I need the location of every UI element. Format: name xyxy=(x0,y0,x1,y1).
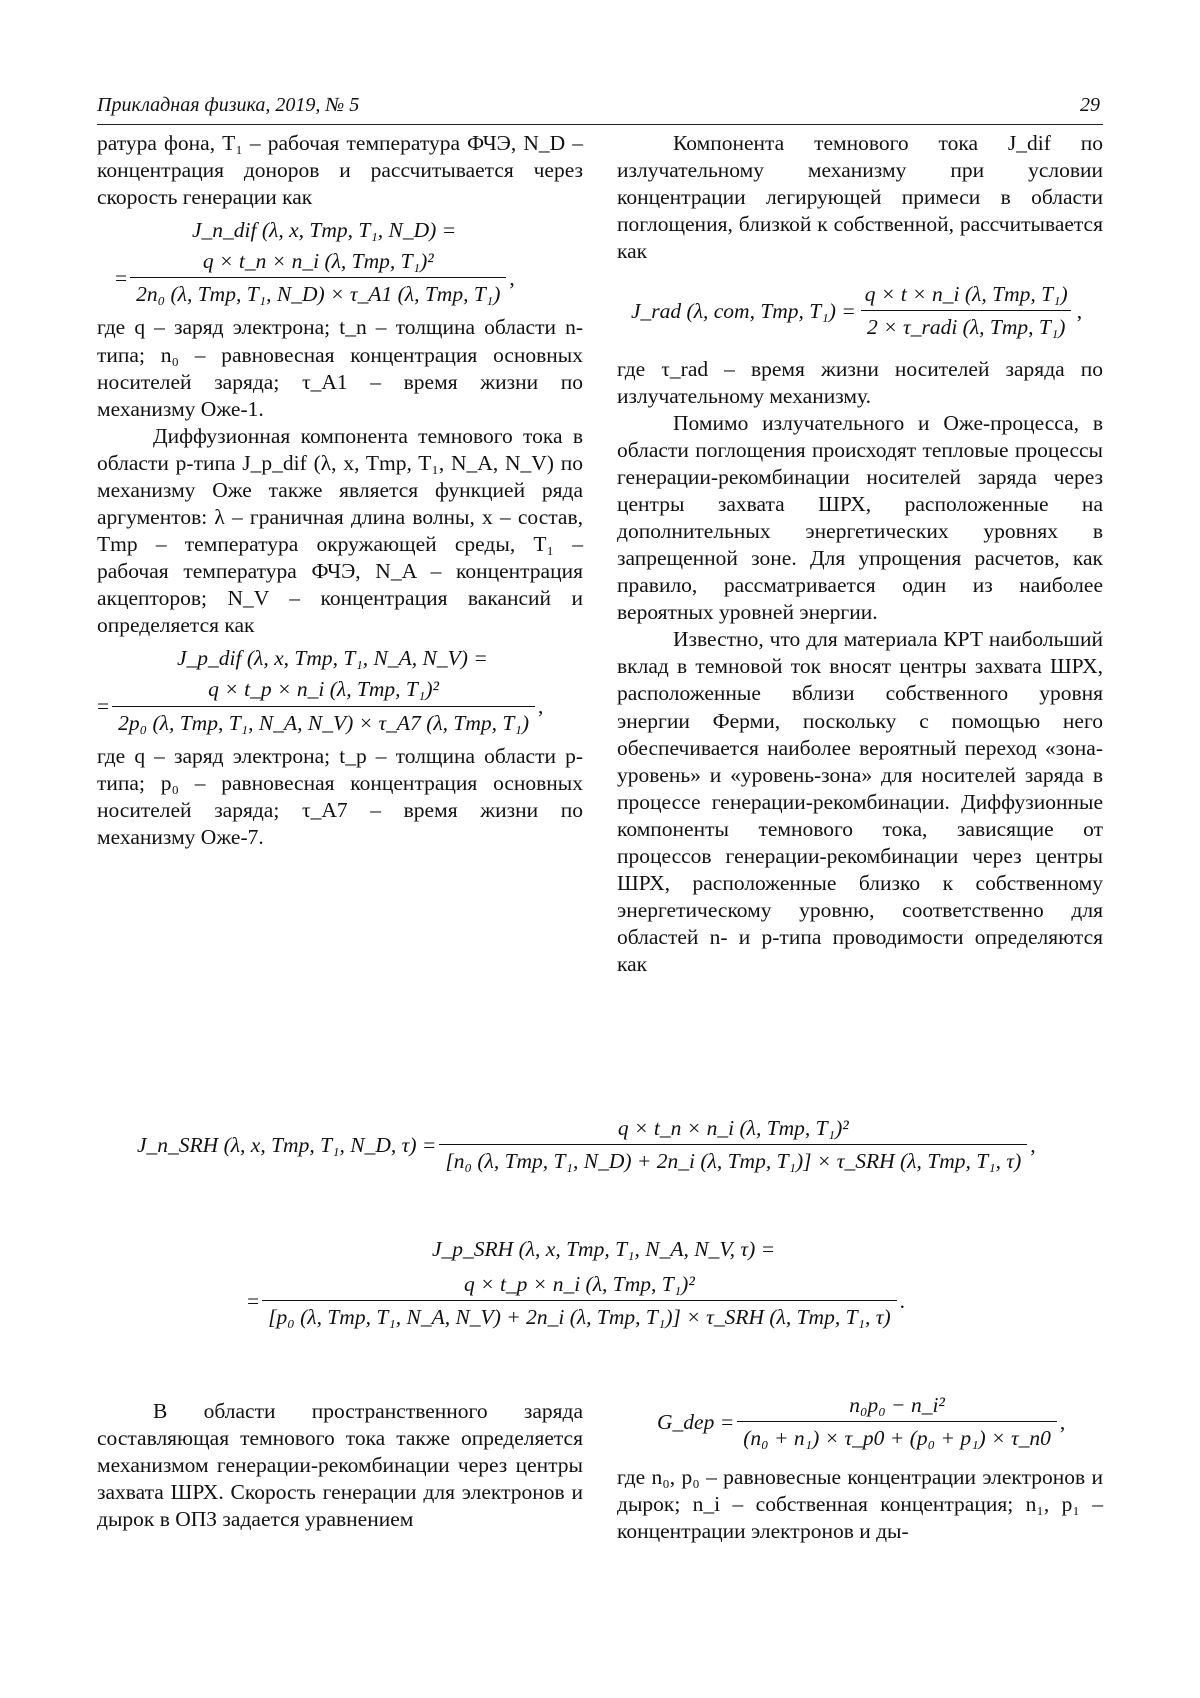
eq-jn-srh-lhs: J_n_SRH (λ, x, Tmp, T₁, N_D, τ) = xyxy=(137,1132,436,1159)
left-paragraph-4: где q – заряд электрона; t_p – толщина области p-типа; p₀ – равновесная концентрация основных носителей заряда; τ_A7 – время жизни по механизму Оже-7. xyxy=(97,743,583,851)
eq-jrad-lhs: J_rad (λ, com, Tmp, T₁) = xyxy=(631,298,856,325)
eq-jn-dif-denominator: 2n₀ (λ, Tmp, T₁, N_D) × τ_A1 (λ, Tmp, T₁) xyxy=(130,277,506,308)
eq-jrad-numerator: q × t × n_i (λ, Tmp, T₁) xyxy=(859,281,1074,310)
right-paragraph-4: Известно, что для материала КРТ наибольший вклад в темновой ток вносят центры захвата ШРХ, расположенные вблизи собственного уровня энергии Ферми, поскольку с помощью него обеспечивается наиболее вероятный переход «зона-уровень» и «уровень-зона» для носителей заряда в процессе генерации-рекомбинации. Диффузионные компоненты темнового тока, зависящие от процессов генерации-рекомбинации через центры ШРХ, расположенные близко к собственному энергетическому уровню, соответственно для областей n- и p-типа проводимости определяются как xyxy=(617,626,1103,978)
right-paragraph-3: Помимо излучательного и Оже-процесса, в области поглощения происходят тепловые процессы генерации-рекомбинации носителей заряда через центры захвата ШРХ, расположенные на дополнительных энергетических уровнях в запрещенной зоне. Для упрощения расчетов, как правило, рассматривается один из наиболее вероятных уровней энергии. xyxy=(617,410,1103,627)
eq-jn-srh-denominator: [n₀ (λ, Tmp, T₁, N_D) + 2n_i (λ, Tmp, T₁)] × τ_SRH (λ, Tmp, T₁, τ) xyxy=(439,1144,1027,1175)
equation-jn-srh: J_n_SRH (λ, x, Tmp, T₁, N_D, τ) = q × t_n × n_i (λ, Tmp, T₁)² [n₀ (λ, Tmp, T₁, N_D) + 2n_i (λ, Tmp, T₁)] × τ_SRH (λ, Tmp, T₁, τ) , xyxy=(97,1115,1103,1175)
eq-gdep-lhs: G_dep = xyxy=(657,1409,734,1436)
equation-jn-dif: J_n_dif (λ, x, Tmp, T₁, N_D) = = q × t_n × n_i (λ, Tmp, T₁)² 2n₀ (λ, Tmp, T₁, N_D) × τ_A1 (λ, Tmp, T₁) , xyxy=(97,217,583,308)
eq-gdep-denominator: (n₀ + n₁) × τ_p0 + (p₀ + p₁) × τ_n0 xyxy=(737,1421,1057,1452)
right-column xyxy=(617,130,1103,978)
eq-jn-srh-numerator: q × t_n × n_i (λ, Tmp, T₁)² xyxy=(612,1115,855,1144)
equation-jp-dif: J_p_dif (λ, x, Tmp, T₁, N_A, N_V) = = q × t_p × n_i (λ, Tmp, T₁)² 2p₀ (λ, Tmp, T₁, N_A, N_V) × τ_A7 (λ, Tmp, T₁) , xyxy=(97,645,583,736)
header-rule xyxy=(97,124,1103,125)
bottom-left-column xyxy=(97,1398,583,1533)
journal-header: Прикладная физика, 2019, № 5 xyxy=(97,93,359,118)
bottom-left-paragraph: В области пространственного заряда составляющая темнового тока также определяется механизмом генерации-рекомбинации через центры захвата ШРХ. Скорость генерации для электронов и дырок в ОПЗ задается уравнением xyxy=(97,1398,583,1533)
eq-jn-dif-lhs: J_n_dif (λ, x, Tmp, T₁, N_D) = xyxy=(97,217,583,244)
eq-jp-dif-numerator: q × t_p × n_i (λ, Tmp, T₁)² xyxy=(202,676,445,705)
equation-jp-srh: J_p_SRH (λ, x, Tmp, T₁, N_A, N_V, τ) = = q × t_p × n_i (λ, Tmp, T₁)² [p₀ (λ, Tmp, T₁, N_A, N_V) + 2n_i (λ, Tmp, T₁)] × τ_SRH (λ, Tmp, T₁, τ) . xyxy=(97,1236,1103,1331)
eq-jp-srh-lhs: J_p_SRH (λ, x, Tmp, T₁, N_A, N_V, τ) = xyxy=(97,1236,1103,1263)
bottom-right-column xyxy=(617,1392,1103,1545)
eq-gdep-numerator: n₀p₀ − n_i² xyxy=(843,1392,951,1421)
eq-jp-srh-denominator: [p₀ (λ, Tmp, T₁, N_A, N_V) + 2n_i (λ, Tmp, T₁)] × τ_SRH (λ, Tmp, T₁, τ) xyxy=(262,1300,896,1331)
bottom-right-paragraph: где n₀, p₀ – равновесные концентрации электронов и дырок; n_i – собственная концентрация; n₁, p₁ – концентрации электронов и ды- xyxy=(617,1464,1103,1545)
left-paragraph-3: Диффузионная компонента темнового тока в области p-типа J_p_dif (λ, x, Tmp, T₁, N_A, N_V) по механизму Оже также является функцией ряда аргументов: λ – граничная длина волны, x – состав, Tmp – температура окружающей среды, T₁ – рабочая температура ФЧЭ, N_A – концентрация акцепторов; N_V – концентрация вакансий и определяется как xyxy=(97,423,583,640)
eq-jp-dif-denominator: 2p₀ (λ, Tmp, T₁, N_A, N_V) × τ_A7 (λ, Tmp, T₁) xyxy=(112,706,535,737)
eq-jp-dif-lhs: J_p_dif (λ, x, Tmp, T₁, N_A, N_V) = xyxy=(97,645,583,672)
right-paragraph-1: Компонента темнового тока J_dif по излучательному механизму при условии концентрации легирующей примеси в области поглощения, близкой к собственной, рассчитывается как xyxy=(617,130,1103,265)
equation-jrad: J_rad (λ, com, Tmp, T₁) = q × t × n_i (λ, Tmp, T₁) 2 × τ_radi (λ, Tmp, T₁) , xyxy=(617,281,1103,341)
right-paragraph-2: где τ_rad – время жизни носителей заряда по излучательному механизму. xyxy=(617,356,1103,410)
left-paragraph-1: ратура фона, T₁ – рабочая температура ФЧЭ, N_D – концентрация доноров и рассчитывается через скорость генерации как xyxy=(97,130,583,211)
page-number: 29 xyxy=(1080,93,1100,118)
eq-jp-srh-numerator: q × t_p × n_i (λ, Tmp, T₁)² xyxy=(458,1271,701,1300)
eq-jn-dif-numerator: q × t_n × n_i (λ, Tmp, T₁)² xyxy=(197,248,440,277)
left-paragraph-2: где q – заряд электрона; t_n – толщина области n-типа; n₀ – равновесная концентрация основных носителей заряда; τ_A1 – время жизни по механизму Оже-1. xyxy=(97,314,583,422)
eq-jrad-denominator: 2 × τ_radi (λ, Tmp, T₁) xyxy=(861,310,1071,341)
left-column xyxy=(97,130,583,851)
equation-gdep: G_dep = n₀p₀ − n_i² (n₀ + n₁) × τ_p0 + (p₀ + p₁) × τ_n0 , xyxy=(617,1392,1103,1452)
